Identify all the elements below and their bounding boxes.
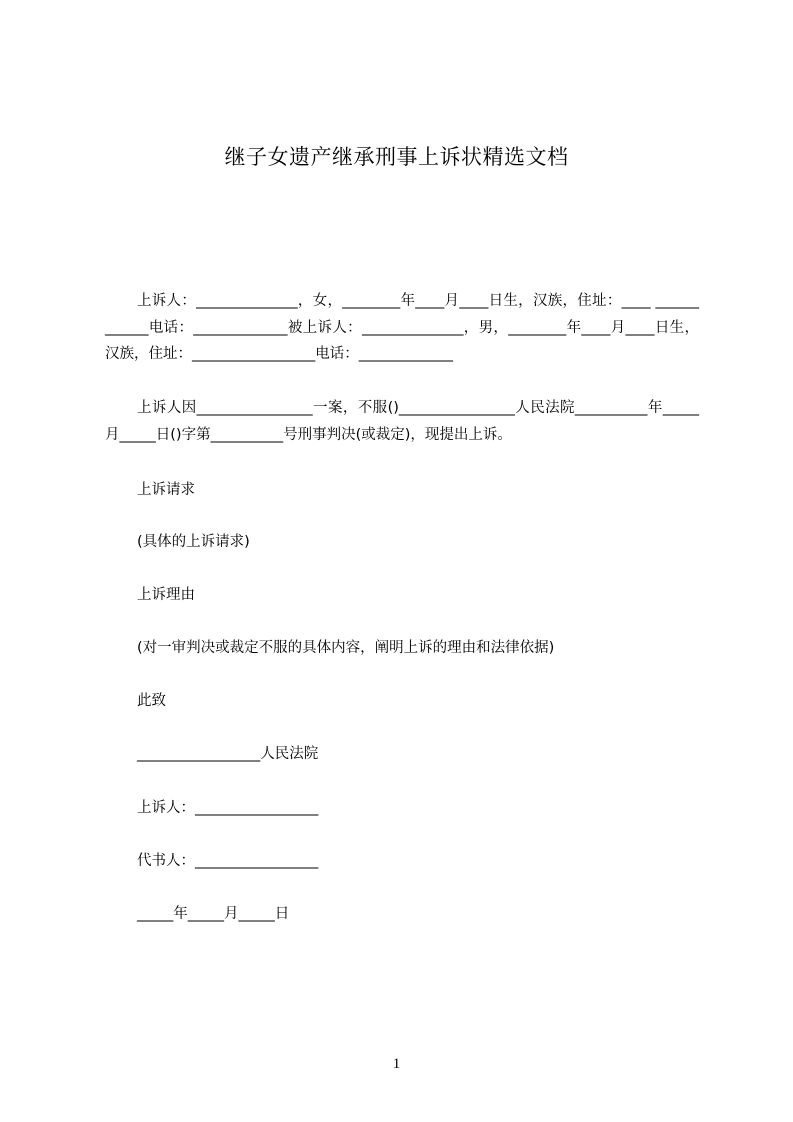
reason-placeholder: (对一审判决或裁定不服的具体内容，阐明上诉的理由和法律依据): [137, 640, 555, 656]
date-line: _____年_____月_____日: [137, 906, 290, 922]
request-heading: 上诉请求: [137, 482, 195, 498]
appellant-signature-line: 上诉人：_________________: [137, 800, 319, 816]
parties-paragraph: 上诉人：______________，女，________年____月____日生，汉族，住址：____ ____________电话：_____________被上诉人：______________，男，________年____月____日生，汉族，住址：_________________电话：_____________: [105, 293, 699, 362]
request-placeholder: (具体的上诉请求): [137, 534, 250, 550]
court-line: _________________人民法院: [137, 746, 319, 762]
reason-heading: 上诉理由: [137, 587, 195, 603]
page-number: 1: [392, 1056, 401, 1072]
document-title: 继子女遗产继承刑事上诉状精选文档: [224, 145, 569, 169]
case-paragraph: 上诉人因________________一案，不服()________________人民法院__________年_____月_____日()字第__________号刑事判决(或裁定)，现提出上诉。: [105, 400, 699, 443]
salutation: 此致: [137, 693, 166, 709]
writer-signature-line: 代书人：_________________: [137, 853, 319, 869]
